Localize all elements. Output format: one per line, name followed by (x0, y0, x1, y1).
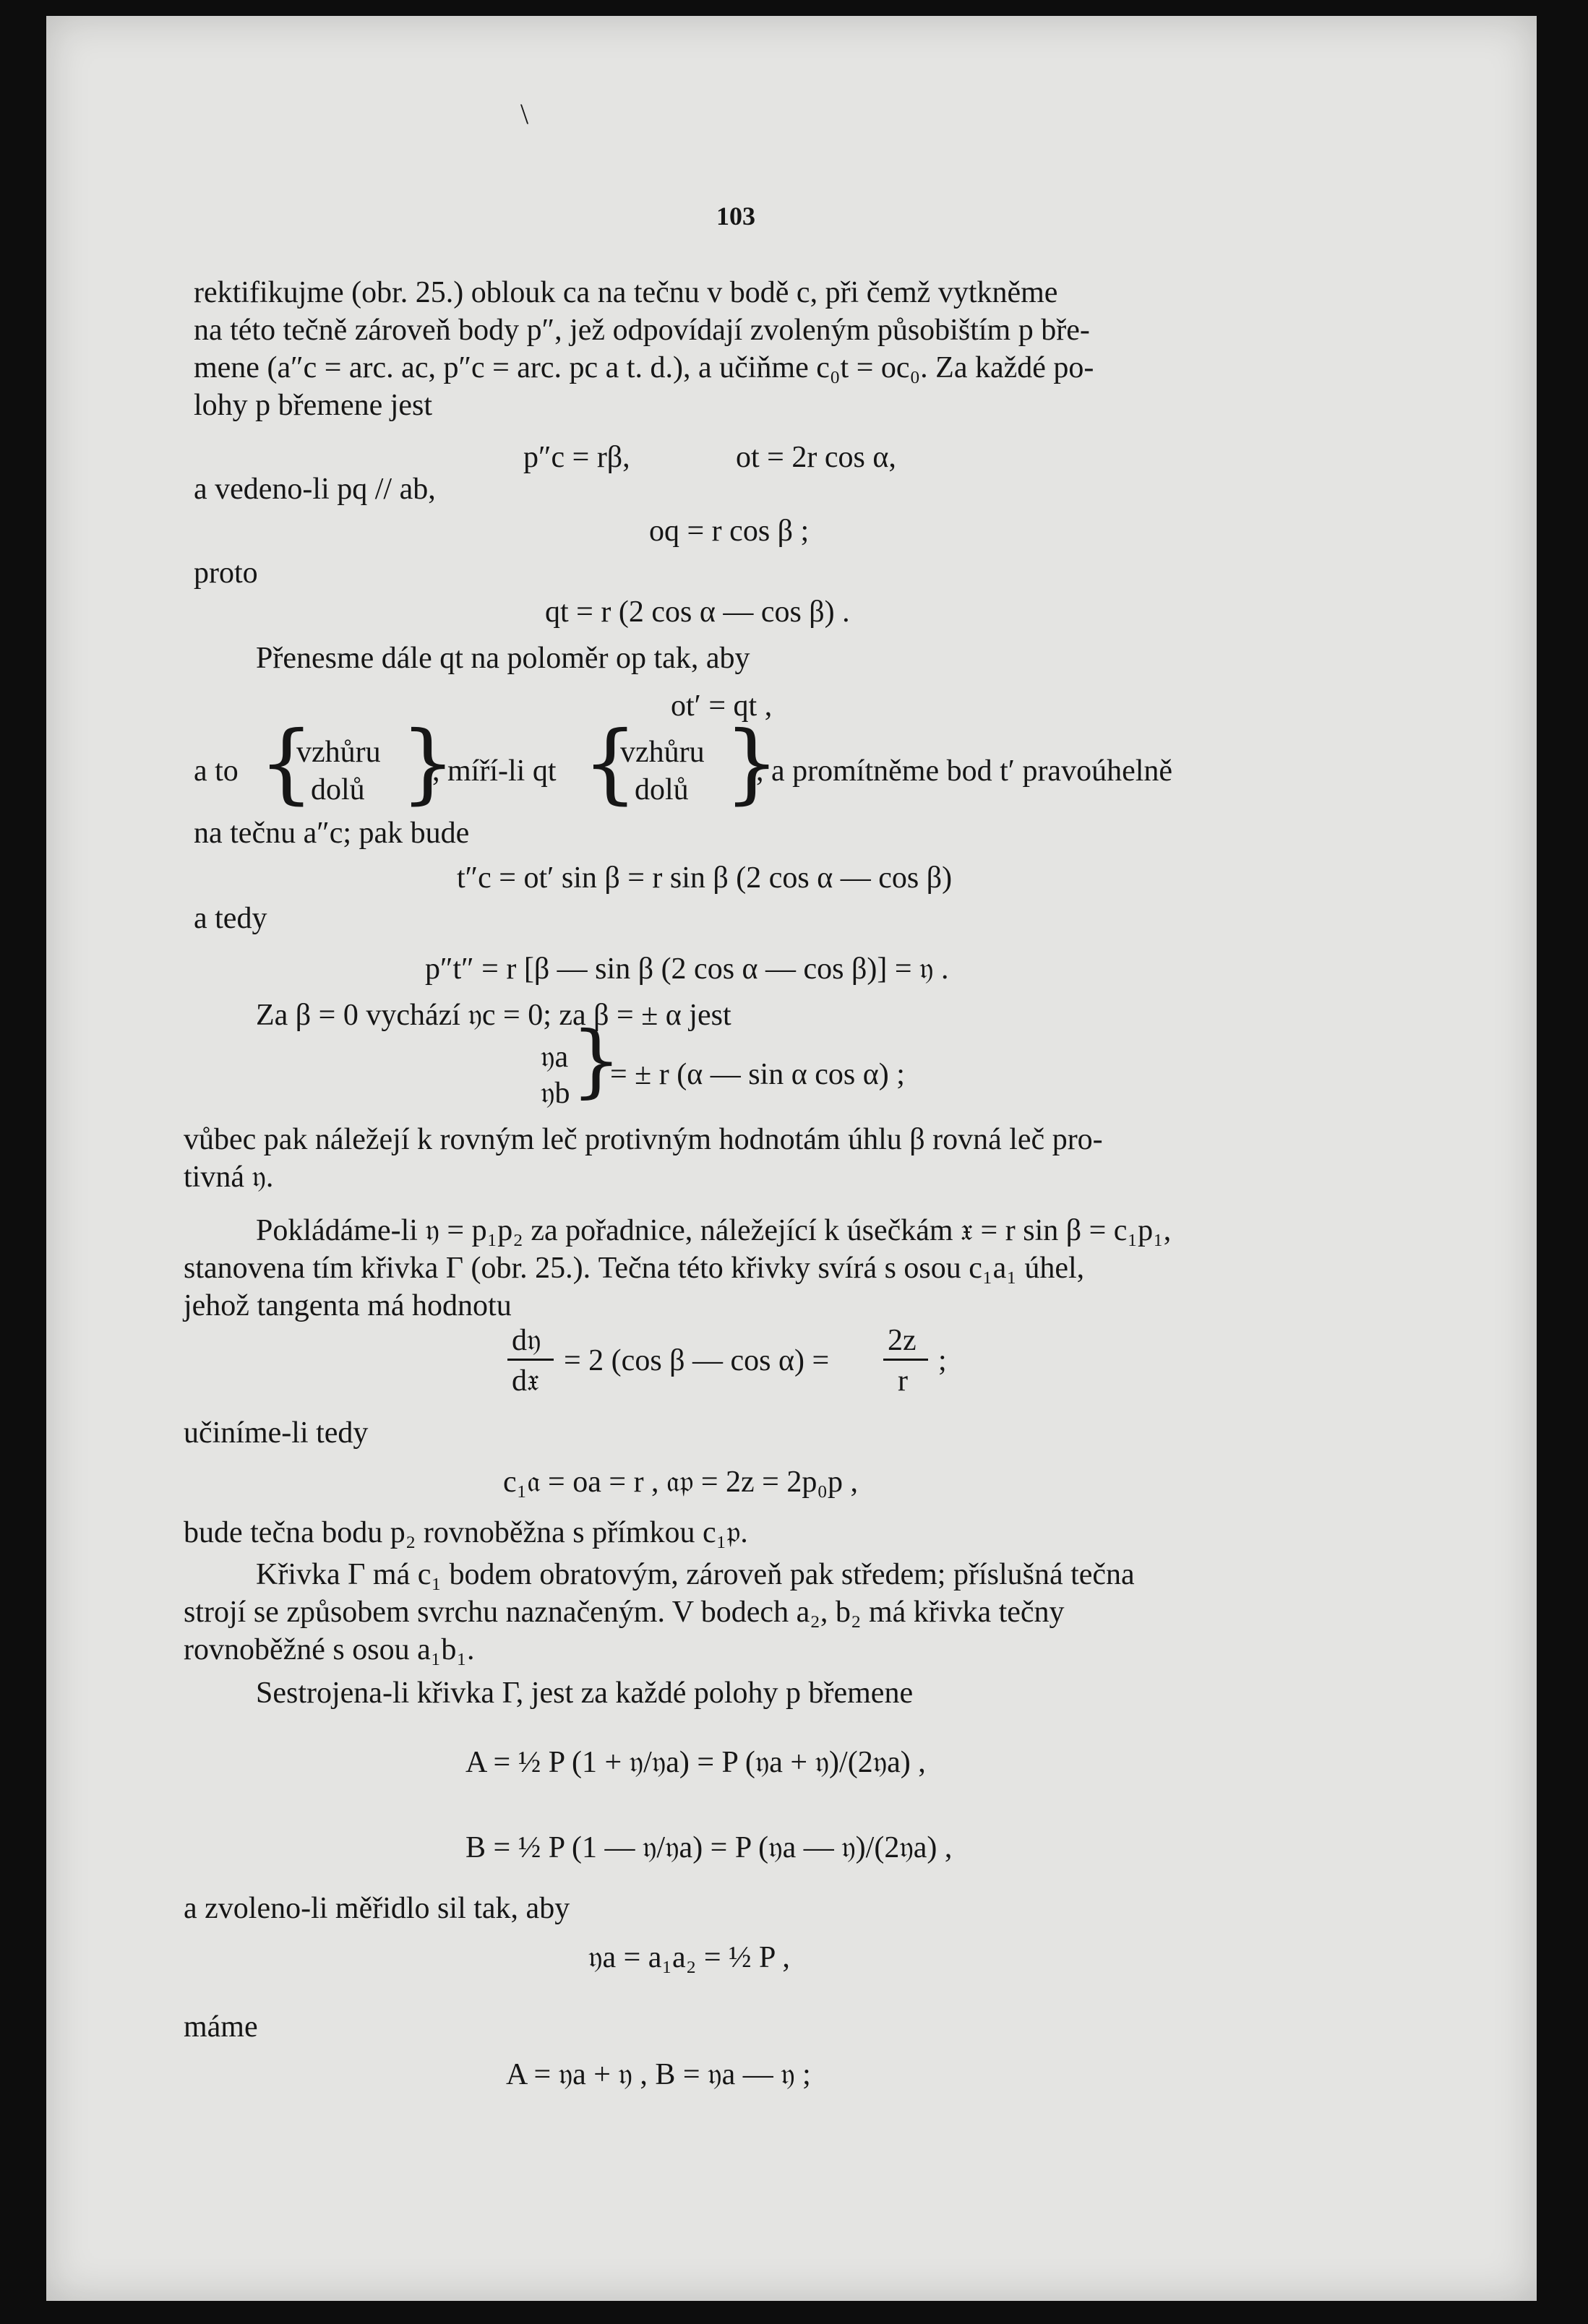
equation-8-den1: d𝔵 (512, 1364, 540, 1398)
text-line-15: stanovena tím křivka Γ (obr. 25.). Tečna této křivky svírá s osou c₁a₁ úhel, (184, 1252, 1085, 1285)
text-line-6: proto (194, 556, 258, 590)
text-line-8-end: , a promítněme bod t′ pravoúhelně (756, 754, 1173, 788)
text-line-22: Sestrojena-li křivka Γ, jest za každé polohy p břemene (256, 1677, 914, 1710)
text-line-8-middle: , míří-li qt (432, 754, 557, 788)
left-brace-1: { (259, 713, 314, 814)
brace-1-top: vzhůru (296, 736, 381, 769)
text-line-20: strojí se způsobem svrchu naznačeným. V bodech a₂, b₂ má křivka tečny (184, 1596, 1065, 1629)
equation-B: B = ½ P (1 — 𝔶/𝔶a) = P (𝔶a — 𝔶)/(2𝔶a) , (465, 1831, 953, 1864)
right-brace-1: } (400, 713, 456, 814)
equation-8-den2: r (898, 1364, 908, 1398)
equation-D: A = 𝔶a + 𝔶 , B = 𝔶a — 𝔶 ; (506, 2058, 811, 2091)
text-line-21: rovnoběžné s osou a₁b₁. (184, 1633, 475, 1666)
equation-1a: p″c = rβ, (523, 441, 630, 474)
equation-7-rhs: = ± r (α — sin α cos α) ; (610, 1058, 905, 1091)
text-line-4: lohy p břemene jest (194, 389, 433, 422)
text-line-8-start: a to (194, 754, 239, 788)
equation-A: A = ½ P (1 + 𝔶/𝔶a) = P (𝔶a + 𝔶)/(2𝔶a) , (465, 1746, 926, 1779)
equation-8-middle: = 2 (cos β — cos α) = (564, 1344, 830, 1377)
text-line-14: Pokládáme-li 𝔶 = p₁p₂ za pořadnice, náležející k úsečkám 𝔵 = r sin β = c₁p₁, (256, 1214, 1172, 1247)
text-line-5: a vedeno-li pq // ab, (194, 473, 436, 506)
equation-3: qt = r (2 cos α — cos β) . (545, 595, 850, 629)
text-line-19: Křivka Γ má c₁ bodem obratovým, zároveň pak středem; příslušná tečna (256, 1558, 1135, 1591)
equation-8-num1: d𝔶 (512, 1324, 541, 1357)
book-page (46, 16, 1537, 2301)
text-line-9: na tečnu a″c; pak bude (194, 817, 470, 850)
equation-2: oq = r cos β ; (649, 515, 810, 548)
equation-C: 𝔶a = a₁a₂ = ½ P , (588, 1941, 790, 1974)
text-line-17: učiníme-li tedy (184, 1416, 369, 1450)
page-number: 103 (716, 202, 755, 231)
equation-7-yb: 𝔶b (541, 1077, 570, 1110)
text-line-16: jehož tangenta má hodnotu (184, 1289, 512, 1322)
text-line-18: bude tečna bodu p₂ rovnoběžna s přímkou c₁𝔭. (184, 1516, 748, 1549)
text-line-3: mene (a″c = arc. ac, p″c = arc. pc a t. d.), a učiňme c₀t = oc₀. Za každé po- (194, 351, 1094, 384)
brace-1-bottom: dolů (311, 773, 365, 806)
text-line-10: a tedy (194, 902, 267, 935)
equation-6: p″t″ = r [β — sin β (2 cos α — cos β)] = 𝔶 . (425, 952, 949, 986)
equation-9: c₁𝔞 = oa = r , 𝔞𝔭 = 2z = 2p₀p , (503, 1466, 859, 1499)
right-brace-2: } (724, 713, 780, 814)
stray-mark: \ (520, 98, 529, 130)
equation-5: t″c = ot′ sin β = r sin β (2 cos α — cos β) (457, 861, 953, 895)
brace-2-top: vzhůru (620, 736, 705, 769)
text-line-13: tivná 𝔶. (184, 1161, 274, 1194)
fraction-bar-1 (507, 1359, 554, 1361)
text-line-2: na této tečně zároveň body p″, jež odpovídají zvoleným působištím p bře- (194, 314, 1090, 347)
text-line-1: rektifikujme (obr. 25.) oblouk ca na tečnu v bodě c, při čemž vytkněme (194, 276, 1058, 309)
text-line-11: Za β = 0 vychází 𝔶c = 0; za β = ± α jest (256, 999, 731, 1032)
brace-2-bottom: dolů (635, 773, 689, 806)
equation-4: ot′ = qt , (671, 689, 773, 723)
equation-1b: ot = 2r cos α, (736, 441, 896, 474)
left-brace-2: { (583, 713, 638, 814)
text-line-23: a zvoleno-li měřidlo sil tak, aby (184, 1892, 570, 1925)
equation-8-end: ; (938, 1344, 947, 1377)
text-line-12: vůbec pak náležejí k rovným leč protivným hodnotám úhlu β rovná leč pro- (184, 1123, 1103, 1156)
fraction-bar-2 (883, 1359, 928, 1361)
equation-8-num2: 2z (888, 1324, 917, 1357)
equation-7-brace: } (571, 1014, 622, 1106)
text-line-24: máme (184, 2010, 258, 2044)
equation-7-ya: 𝔶a (541, 1041, 569, 1074)
text-line-7: Přenesme dále qt na poloměr op tak, aby (256, 642, 750, 675)
